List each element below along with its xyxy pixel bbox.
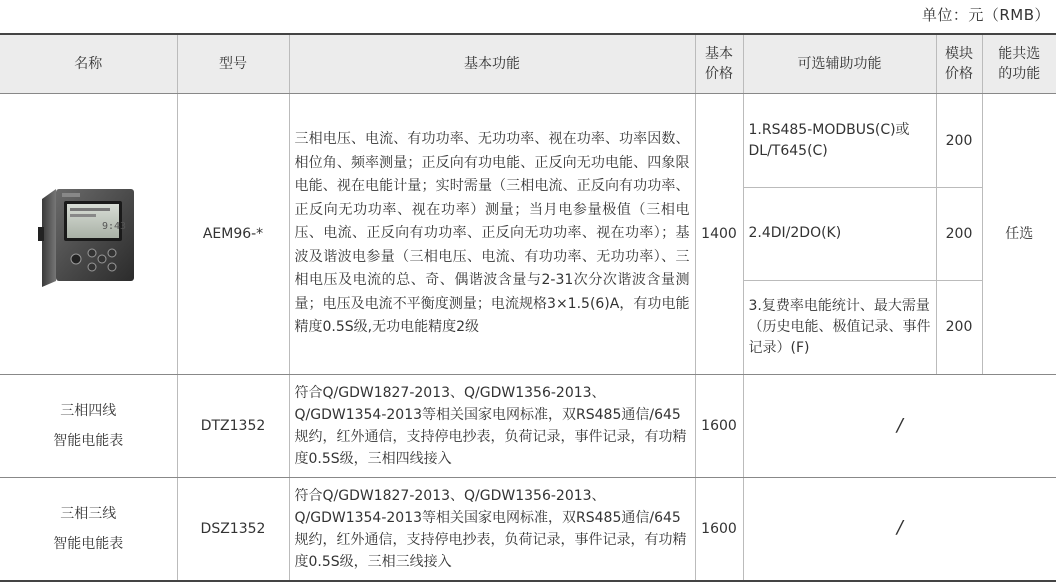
model-cell: AEM96-* [177,94,289,375]
name-cell: 三相三线 智能电能表 [0,478,177,581]
options-cell [743,94,936,375]
price-table [0,33,1056,582]
unit-label: 单位：元（RMB） [921,6,1050,24]
base-price-cell: 1600 [695,478,743,581]
function-cell: 符合Q/GDW1827-2013、Q/GDW1356-2013、Q/GDW1354-2013等相关国家电网标准，双RS485通信/645规约，红外通信，支持停电抄表，负荷记录，事件记录，有功精度0.5S级，三相三线接入 [289,478,695,581]
header-module-price: 模块 价格 [936,34,982,94]
header-row [0,34,1056,94]
svg-text:9:43: 9:43 [101,220,126,232]
header-basic-function: 基本功能 [289,34,695,94]
optional-none-cell: / [743,478,1056,581]
module-price-cell [936,94,982,375]
model-cell: DTZ1352 [177,375,289,478]
meter-device-image [36,177,141,292]
header-shared: 能共选 的功能 [982,34,1056,94]
table-row [0,375,1056,478]
option-item: 3.复费率电能统计、最大需量（历史电能、极值记录、事件记录）(F) [748,297,931,356]
function-cell: 三相电压、电流、有功功率、无功功率、视在功率、功率因数、相位角、频率测量；正反向有功电能、正反向无功电能、四象限电能、视在电能计量；实时需量（三相电流、正反向有功功率、正反向无功功率、视在功率）测量；当月电参量极值（三相电压、电流、正反向有功功率、正反向无功功率、视在功率）；基波及谐波电参量（三相电压、电流、有功功率、无功功率）、三相电压及电流的总、奇、偶谐波含量与2-31次分次谐波含量测量；电压及电流不平衡度测量；电流规格3×1.5(6)A，有功电能精度0.5S级,无功电能精度2级 [289,94,695,375]
module-price: 200 [937,188,982,281]
option-item: 2.4DI/2DO(K) [744,188,936,281]
base-price-cell: 1600 [695,375,743,478]
header-model: 型号 [177,34,289,94]
header-name: 名称 [0,34,177,94]
option-item: 1.RS485-MODBUS(C)或DL/T645(C) [744,95,936,188]
module-price: 200 [945,319,973,335]
optional-none-cell: / [743,375,1056,478]
function-cell: 符合Q/GDW1827-2013、Q/GDW1356-2013、Q/GDW1354-2013等相关国家电网标准，双RS485通信/645规约，红外通信，支持停电抄表，负荷记录，事件记录，有功精度0.5S级，三相四线接入 [289,375,695,478]
table-row [0,94,1056,375]
table-row [0,478,1056,581]
module-price: 200 [937,95,982,188]
model-cell: DSZ1352 [177,478,289,581]
base-price-cell: 1400 [695,94,743,375]
header-basic-price: 基本 价格 [695,34,743,94]
shared-cell: 任选 [982,94,1056,375]
product-image-cell [0,94,177,375]
header-optional-function: 可选辅助功能 [743,34,936,94]
name-cell: 三相四线 智能电能表 [0,375,177,478]
meter-device-icon [36,177,141,292]
